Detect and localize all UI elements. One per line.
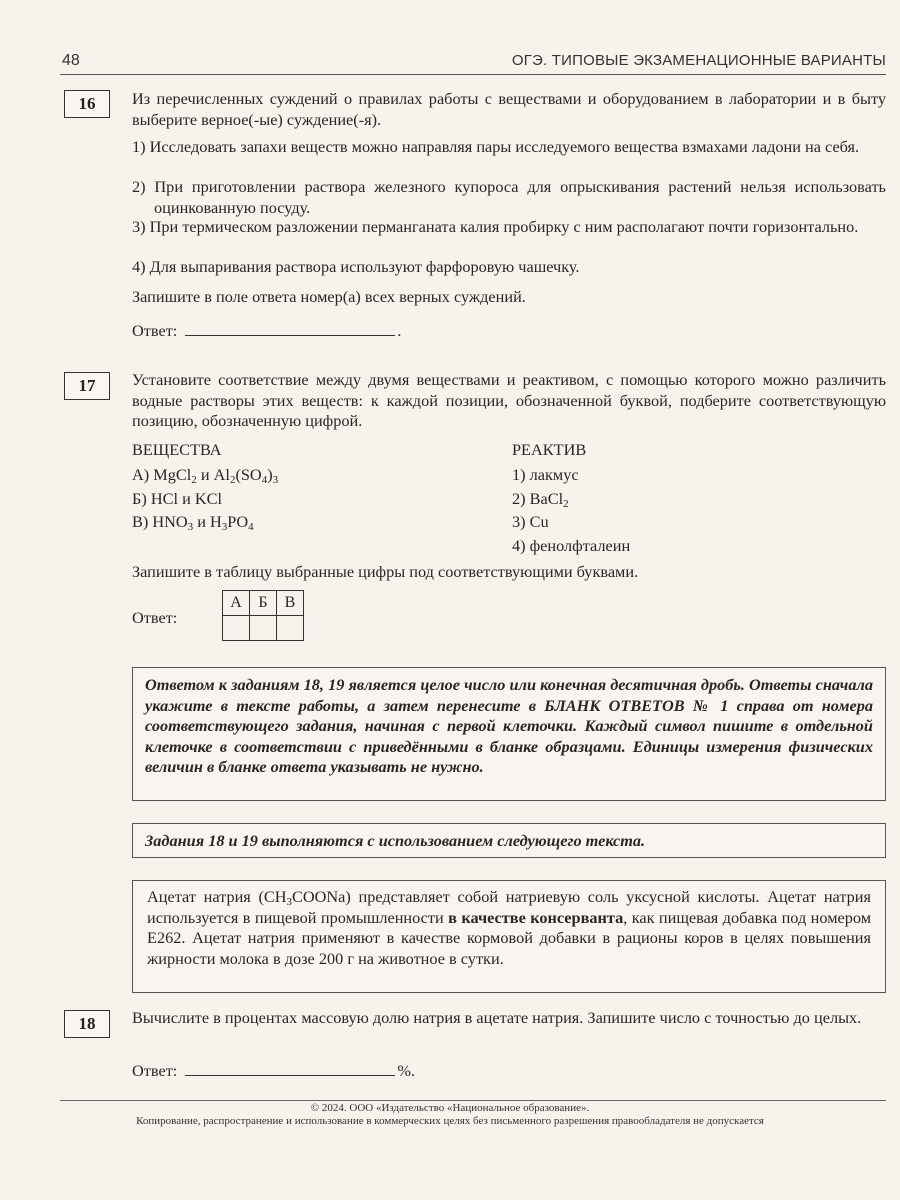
task-17-answer-label: Ответ: — [132, 608, 178, 627]
reagents-header: РЕАКТИВ — [512, 440, 587, 459]
task-18-number: 18 — [64, 1010, 110, 1038]
task-16-answer-label: Ответ: — [132, 321, 178, 340]
task-16-option-1: 1) Исследовать запахи веществ можно направляя пары исследуемого вещества взмахами ладони на себя. — [132, 137, 860, 156]
task-16-number: 16 — [64, 90, 110, 118]
footer-copyright: © 2024. ООО «Издательство «Национальное образование». — [310, 1102, 590, 1114]
task-16-option-3: 3) При термическом разложении перманганата калия пробирку с ним располагают почти горизонтально. — [132, 217, 859, 236]
page-number: 48 — [62, 52, 80, 69]
task-17-prompt: Установите соответствие между двумя веществами и реактивом, с помощью которого можно различить водные растворы этих веществ: к каждой позиции, обозначенной буквой, подберите соответствующую позицию, обозначенную цифрой. — [132, 370, 886, 430]
answer-table-header-c: В — [277, 591, 304, 616]
task-18-answer-label: Ответ: — [132, 1061, 178, 1080]
substance-b: Б) HCl и KCl — [132, 489, 222, 508]
task-16-option-2: 2) При приготовлении раствора железного купороса для опрыскивания растений нельзя использовать оцинкованную посуду. — [132, 177, 886, 217]
task-17-instruction: Запишите в таблицу выбранные цифры под соответствующими буквами. — [132, 562, 639, 581]
substances-header: ВЕЩЕСТВА — [132, 440, 222, 459]
task-16-prompt: Из перечисленных суждений о правилах работы с веществами и оборудованием в лаборатории и в быту выберите верное(-ые) суждение(-я). — [132, 89, 886, 129]
task-18-answer-row — [132, 1061, 415, 1081]
task-16-answer-field[interactable] — [185, 321, 395, 336]
task-16-answer-suffix: . — [397, 321, 402, 340]
task-17-number: 17 — [64, 372, 110, 400]
task-18-prompt: Вычислите в процентах массовую долю натрия в ацетате натрия. Запишите число с точностью до целых. — [132, 1008, 862, 1027]
task-18-answer-suffix: %. — [397, 1061, 415, 1080]
footer-divider — [60, 1100, 886, 1101]
task-16-option-4: 4) Для выпаривания раствора используют фарфоровую чашечку. — [132, 257, 580, 276]
answer-cell-b[interactable] — [250, 616, 277, 641]
instruction-notice-box: Ответом к заданиям 18, 19 является целое число или конечная десятичная дробь. Ответы сначала укажите в тексте работы, а затем перенесите в БЛАНК ОТВЕТОВ № 1 справа от номера соответствующего задания, начиная с первой клеточки. Каждый символ пишите в отдельной клеточке в соответствии с приведёнными в бланке образцами. Единицы измерения физических величин в бланке ответа указывать не нужно. — [132, 667, 886, 801]
task-16-instruction: Запишите в поле ответа номер(а) всех верных суждений. — [132, 287, 526, 306]
answer-table-header-b: Б — [250, 591, 277, 616]
reagent-2: 2) BaCl$_2$ — [512, 489, 569, 510]
header-divider — [60, 74, 886, 75]
substance-c: В) $HNO_3$ и $H_3PO_4$ — [132, 512, 254, 533]
reagent-1: 1) лакмус — [512, 465, 579, 484]
answer-table-header-a: А — [223, 591, 250, 616]
footer-notice: Копирование, распространение и использование в коммерческих целях без письменного разрешения правообладателя не допускается — [136, 1115, 764, 1127]
running-title: ОГЭ. ТИПОВЫЕ ЭКЗАМЕНАЦИОННЫЕ ВАРИАНТЫ — [511, 52, 886, 69]
reagent-3: 3) Cu — [512, 512, 549, 531]
reagent-4: 4) фенолфталеин — [512, 536, 631, 555]
task-18-answer-field[interactable] — [185, 1061, 395, 1076]
emphasis-preservative: в качестве консерванта — [448, 907, 624, 927]
answer-cell-a[interactable] — [223, 616, 250, 641]
reading-passage-box: Ацетат натрия $(CH_3COONa)$ представляет собой натриевую соль уксусной кислоты. Ацетат натрия используется в пищевой промышленности в качестве консерванта, как пищевая добавка под номером Е262. Ацетат натрия применяют в качестве кормовой добавки в рационы коров в целях повышения жирности молока в дозе 200 г на животное в сутки. — [132, 880, 886, 993]
shared-text-notice-box: Задания 18 и 19 выполняются с использованием следующего текста. — [132, 823, 886, 858]
substance-a: А) MgCl$_2$ и $Al_2(SO_4)_3$ — [132, 465, 279, 486]
task-17-answer-table — [222, 590, 304, 641]
answer-cell-c[interactable] — [277, 616, 304, 641]
task-16-answer-row — [132, 321, 401, 341]
